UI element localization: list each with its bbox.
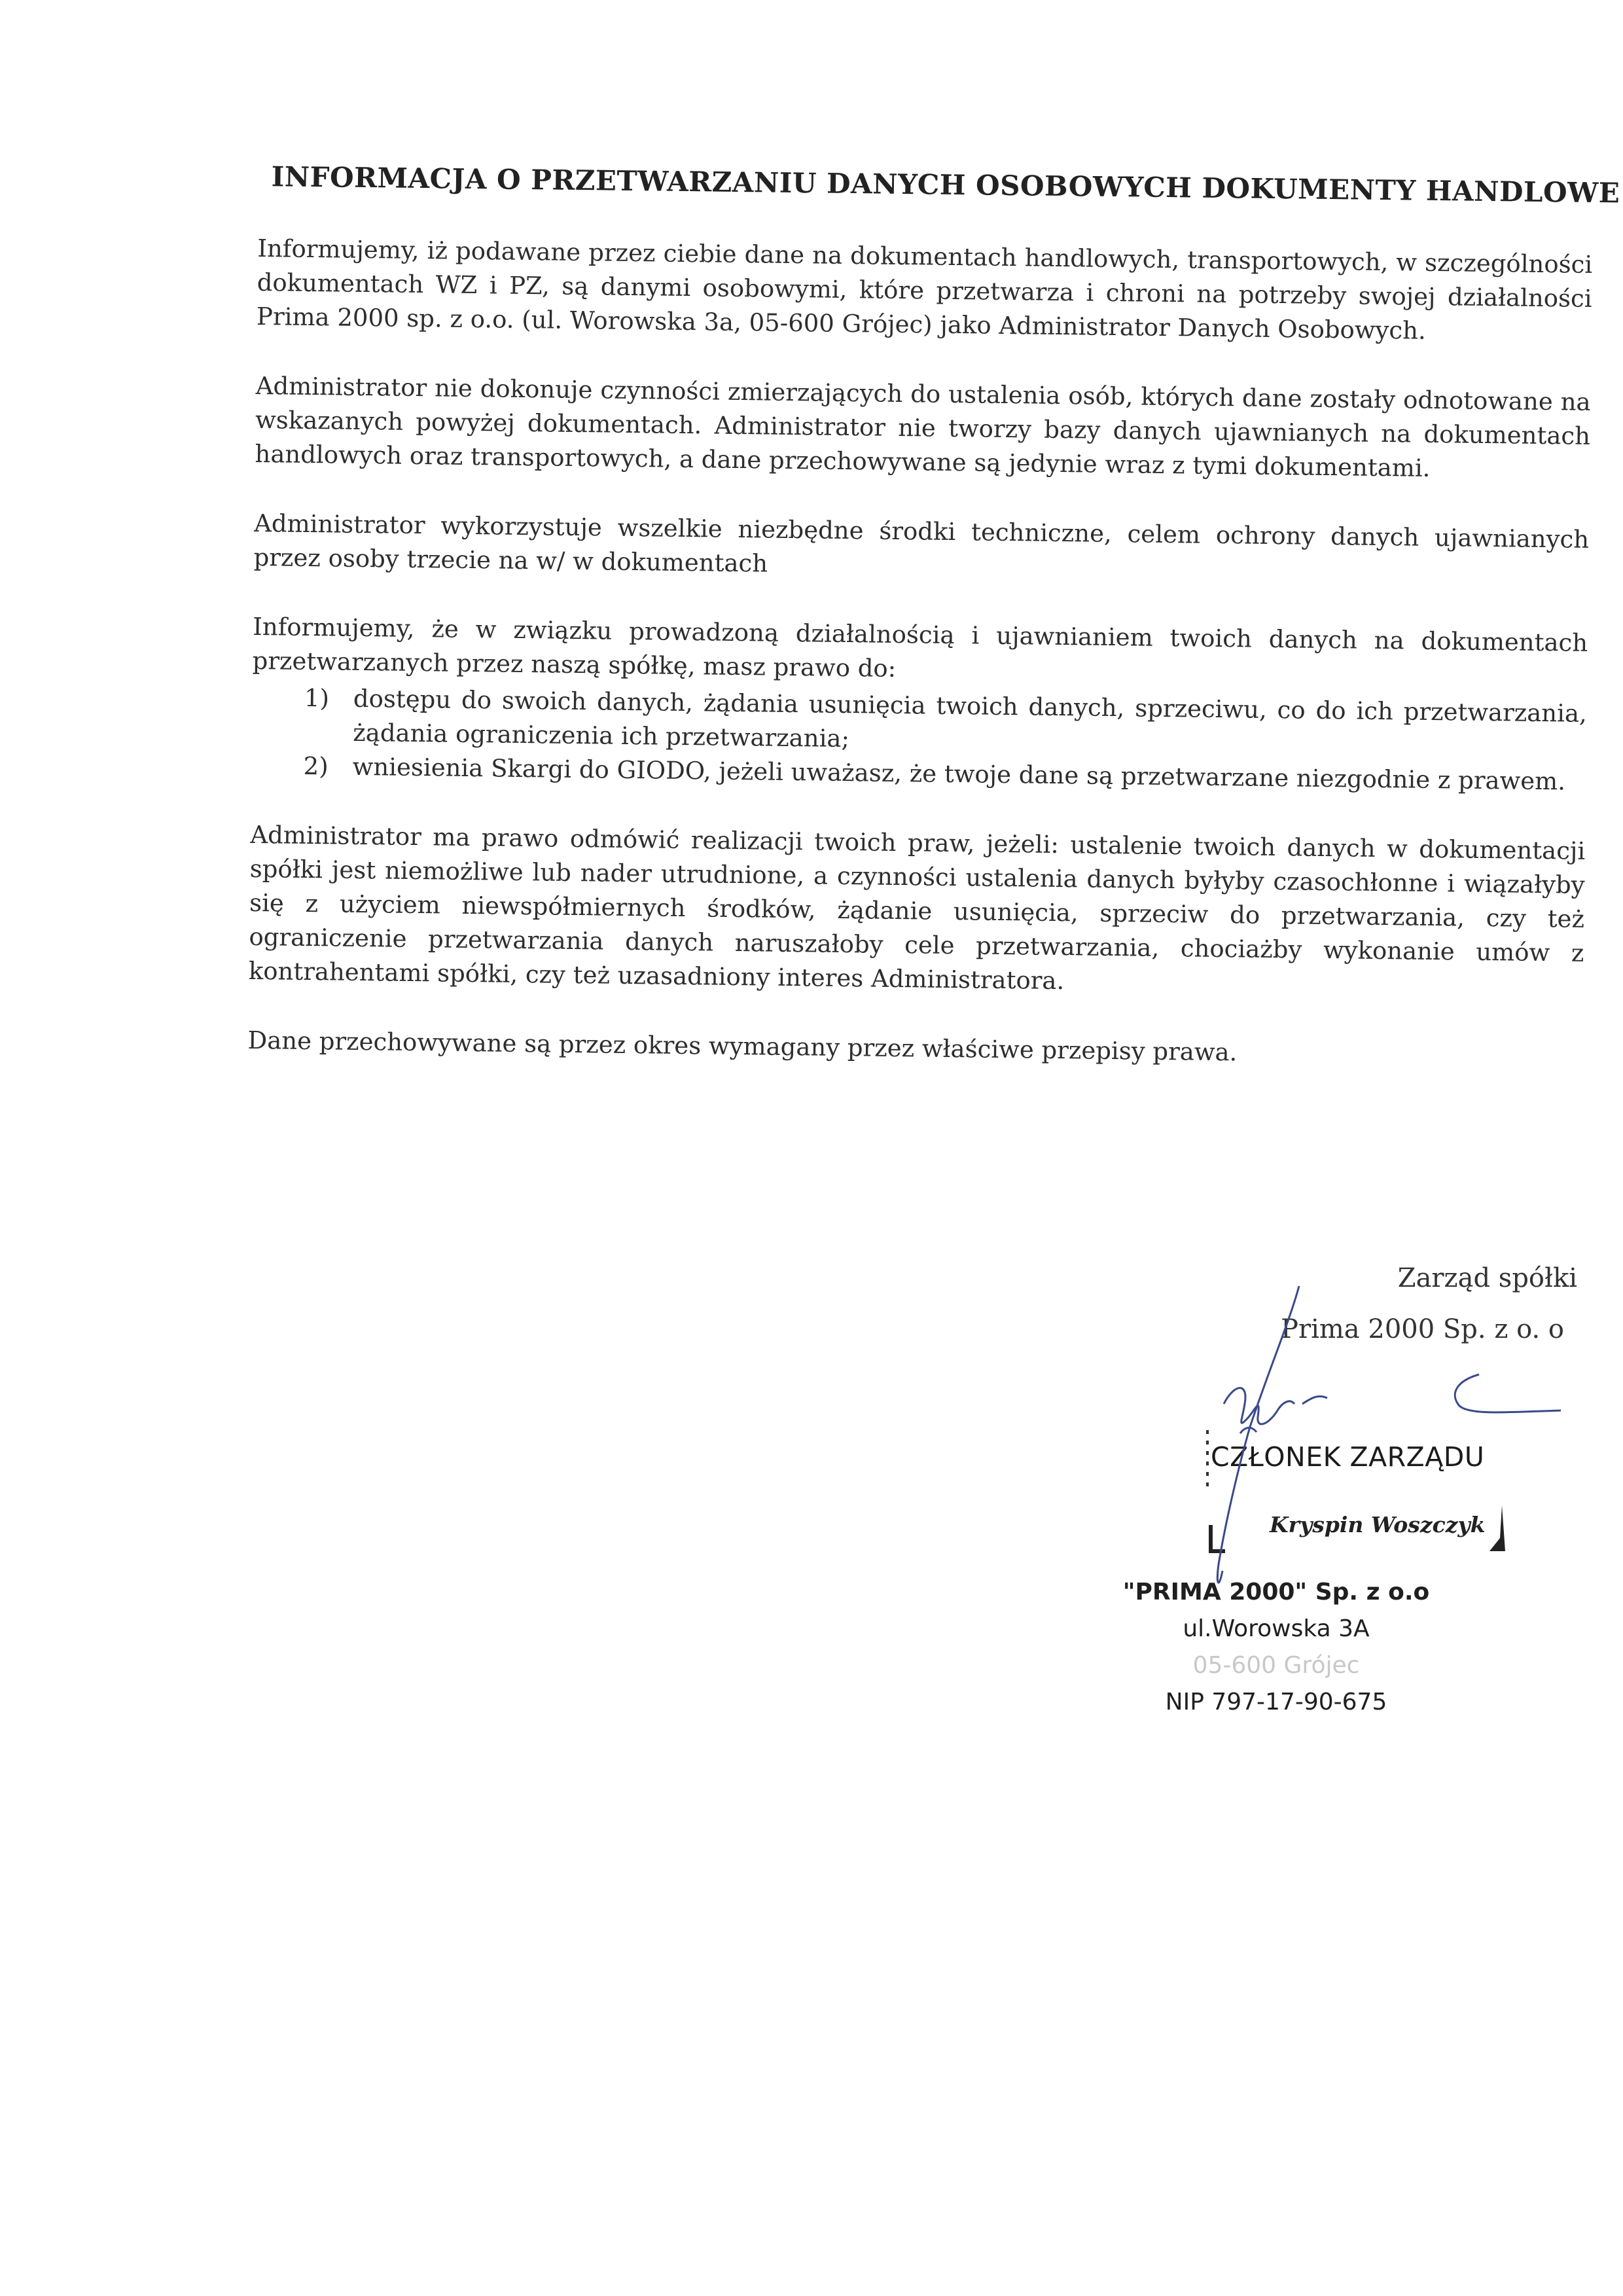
stamp-address-line: ul.Worowska 3A [1183, 1615, 1370, 1642]
paragraph: Administrator wykorzystuje wszelkie niezbędne środki techniczne, celem ochrony danych ujawnianych przez osoby trzecie na w/ w dokumentach [253, 509, 1590, 578]
stamp-title: CZŁONEK ZARZĄDU [1211, 1441, 1485, 1473]
board-label: Zarząd spółki [1397, 1263, 1577, 1293]
paragraph: Dane przechowywane są przez okres wymagany przez właściwe przepisy prawa. [247, 1026, 1238, 1067]
stamp-address-line: "PRIMA 2000" Sp. z o.o [1122, 1579, 1430, 1605]
list-item-text: dostępu do swoich danych, żądania usunięcia twoich danych, sprzeciwu, co do ich przetwarzania, żądania ograniczenia ich przetwarzania; [353, 684, 1588, 753]
stamp-name: Kryspin Woszczyk [1270, 1512, 1486, 1537]
paragraph: Administrator nie dokonuje czynności zmierzających do ustalenia osób, których dane zostały odnotowane na wskazanych powyżej dokumentach. Administrator nie tworzy bazy danych ujawnianych na dokumentach handlowych oraz transportowych, a dane przechowywane są jedynie wraz z tymi dokumentami. [255, 371, 1591, 482]
paragraph: Informujemy, iż podawane przez ciebie dane na dokumentach handlowych, transportowych, w szczególności dokumentach WZ i PZ, są danymi osobowymi, które przetwarza i chroni na potrzeby swojej działalności Prima 2000 sp. z o.o. (ul. Worowska 3a, 05-600 Grójec) jako Administrator Danych Osobowych. [256, 234, 1593, 345]
signature-block [1073, 1263, 1597, 1721]
list-item-text: wniesienia Skargi do GIODO, jeżeli uważasz, że twoje dane są przetwarzane niezgodnie z prawem. [352, 752, 1566, 796]
stamp-address-line: 05-600 Grójec [1192, 1652, 1360, 1679]
document-title: INFORMACJA O PRZETWARZANIU DANYCH OSOBOWYCH DOKUMENTY HANDLOWE [271, 160, 1620, 209]
list-number: 1) [304, 683, 330, 713]
company-name: Prima 2000 Sp. z o. o [1281, 1314, 1564, 1344]
stamp-address [1113, 1574, 1440, 1721]
paragraph: Administrator ma prawo odmówić realizacji twoich praw, jeżeli: ustalenie twoich danych w dokumentacji spółki jest niemożliwe lub nader utrudnione, a czynności ustalenia danych byłyby czasochłonne i wiązałyby się z użyciem niewspółmiernych środków, żądanie usunięcia, sprzeciw do przetwarzania, czy też ograniczenie przetwarzania danych naruszałoby cele przetwarzania, chociażby wykonanie umów z kontrahentami spółki, czy też uzasadniony interes Administratora. [248, 820, 1586, 996]
document-body [247, 160, 1620, 1109]
paragraph: Informujemy, że w związku prowadzoną działalnością i ujawnianiem twoich danych na dokumentach przetwarzanych przez naszą spółkę, masz prawo do: [252, 612, 1588, 683]
stamp-address-line: NIP 797-17-90-675 [1165, 1689, 1387, 1715]
rights-list [251, 681, 1587, 799]
list-number: 2) [303, 751, 329, 781]
